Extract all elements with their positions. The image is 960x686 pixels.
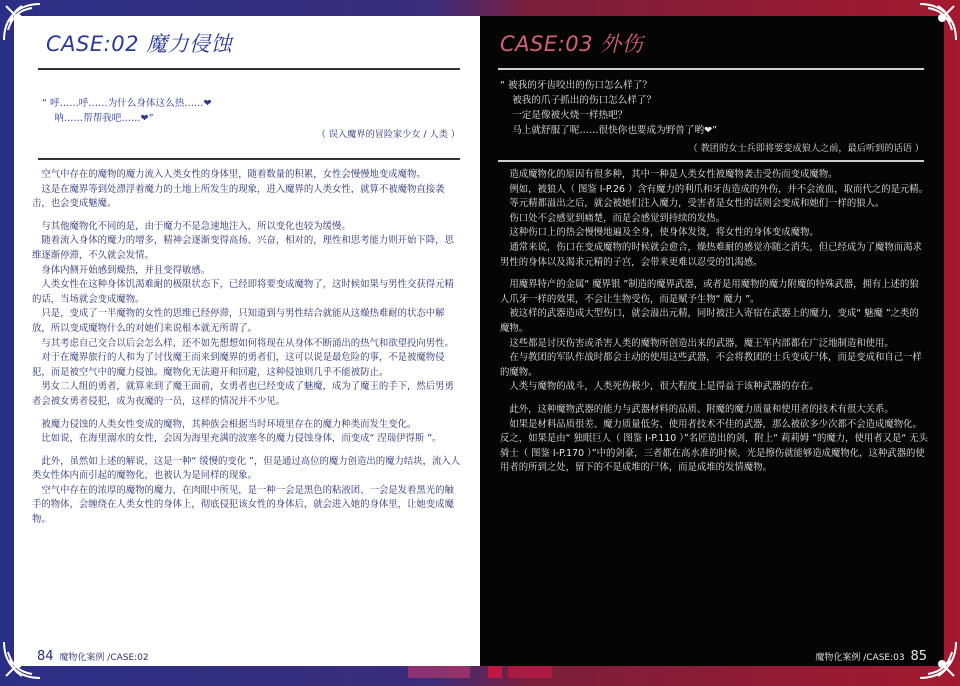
left-quote-source: （ 误入魔界的冒险家少女 / 人类 ）	[316, 129, 460, 140]
paragraph: 例如，被狼人（ 图鉴 I-P.26 ）含有魔力的利爪和牙齿造成的外伤，并不会流血，取而代之的是元精。	[500, 183, 928, 195]
right-body-text	[500, 168, 928, 476]
paragraph: 空气中存在的魔物的魔力流入人类女性的身体里，随着数量的积累，女性会慢慢地变成魔物。	[32, 169, 426, 180]
paragraph: 人类女性在这种身体饥渴难耐的极限状态下，已经即将要变成魔物了，这时候如果与男性交获得元精的话，当场就会变成魔物。	[32, 279, 454, 305]
paragraph: 在与教团的军队作战时都会主动的使用这些武器，不会将教团的士兵变成尸体，而是变成和自己一样的魔物。	[500, 352, 922, 378]
left-quote	[42, 96, 462, 126]
ornamental-flourish-icon	[914, 0, 960, 46]
left-title-rule	[38, 68, 460, 70]
ornamental-flourish-icon	[0, 0, 46, 46]
paragraph	[32, 447, 462, 455]
left-quote-rule	[38, 158, 460, 160]
paragraph	[500, 270, 928, 278]
left-quote-line: 呐……帮帮我吧……❤”	[42, 113, 154, 124]
left-page	[14, 16, 480, 666]
right-page	[480, 16, 944, 666]
paragraph: 如果是材料品质很差、魔力质量低劣、使用者技术不佳的武器，那么被砍多少次都不会造成魔物化。反之，如果是由“ 独眼巨人（ 图鉴 I-P.110 ）”名匠造出的剑，附上“ 莉莉姆 ”的魔力，使用者又是“ 无头骑士（ 图鉴 I-P.170 ）”中的剑豪，三者都在高水准的时候，光是擦伤就能够造成魔物化，这种武器的使用者的所到之处，留下的不是成堆的尸体，而是成堆的发情魔物。	[500, 418, 928, 474]
decorative-mark	[488, 666, 502, 678]
ornamental-flourish-icon	[0, 636, 46, 682]
paragraph: 对于在魔界旅行的人和为了讨伐魔王而来到魔界的勇者们，这可以说是最危险的事，不是被魔物侵犯，而是被空气中的魔力侵蚀。魔物化无法避开和回避，这种侵蚀则几乎不能被防止。	[32, 352, 445, 378]
right-page-title: CASE:03 外伤	[500, 32, 644, 56]
paragraph: 此外，这种魔物武器的能力与武器材料的品质、附魔的魔力质量和使用者的技术有很大关系。	[500, 403, 894, 415]
left-body-text	[32, 168, 462, 528]
paragraph	[500, 395, 928, 403]
paragraph: 身体内侧开始感到燥热，并且变得敏感。	[32, 264, 211, 276]
paragraph: 被魔力侵蚀的人类女性变成的魔物，其种族会根据当时环境里存在的魔力种类而发生变化。	[32, 418, 417, 430]
right-page-number: 85	[910, 649, 927, 664]
paragraph: 用魔界特产的金属“ 魔界银 ”制造的魔界武器，或者是用魔物的魔力附魔的特殊武器，拥有上述的狼人爪牙一样的效果，不会让生物受伤，而是赋予生物“ 魔力 ”。	[500, 279, 919, 305]
paragraph: 空气中存在的浓厚的魔物的魔力，在肉眼中所见，是一种一会是黑色的粘液团、一会是发着黑光的触手的物体，会缠绕在人类女性的身体上，彻底侵犯该女性的身体后，就会进入她的身体里，让她变成魔物。	[32, 484, 454, 526]
right-quote	[500, 78, 920, 138]
paragraph: 随着流入身体的魔力的增多，精神会逐渐变得高扬、兴奋，相对的，理性和思考能力则开始下降，思维逐渐停滞，不久就会发情。	[32, 235, 454, 261]
ornamental-flourish-icon	[914, 636, 960, 682]
right-footer	[815, 649, 930, 664]
decorative-mark	[408, 666, 470, 678]
right-quote-line: 被我的爪子抓出的伤口怎么样了？	[500, 95, 657, 106]
paragraph: 这是在魔界等到处漂浮着魔力的土地上所发生的现象，进入魔界的人类女性，就算不被魔物直接袭击，也会变成魅魔。	[32, 183, 445, 210]
paragraph: 只是，变成了一半魔物的女性的思维已经停滞，只知道到与男性结合就能从这燥热难耐的状态中解放，所以变成魔物什么的对她们来说根本就无所谓了。	[32, 308, 445, 334]
paragraph: 比如说，在海里溺水的女性，会因为海里充满的波塞冬的魔力侵蚀身体，而变成“ 涅瑞伊得斯 ”。	[32, 433, 442, 445]
left-footer	[34, 649, 149, 664]
paragraph	[32, 212, 462, 220]
paragraph: 男女二人组的勇者，就算来到了魔王面前，女勇者也已经变成了魅魔，成为了魔王的手下，然后男勇者会被女勇者侵犯，成为夜魔的一员，这样的情况并不少见。	[32, 381, 454, 407]
paragraph: 等元精都溢出之后，就会被她们注入魔力，受害者是女性的话则会变成和她们一样的狼人。	[500, 198, 885, 210]
paragraph: 通常来说，伤口在变成魔物的时候就会愈合，燥热难耐的感觉亦随之消失，但已经成为了魔物而渴求男性的身体以及渴求元精的子宫，会带来更难以忍受的饥渴感。	[500, 241, 922, 268]
paragraph: 这些都是讨厌伤害或杀害人类的魔物所创造出来的武器，魔王军内部都在广泛地制造和使用。	[500, 337, 894, 349]
paragraph: 人类与魔物的战斗，人类死伤极少，很大程度上是得益于该种武器的存在。	[500, 381, 819, 393]
right-quote-rule	[498, 160, 924, 162]
paragraph: 与其考虑自己交合以后会怎么样，还不如先想想如何将现在从身体不断涌出的热气和欲望投向男性。	[32, 337, 454, 349]
bottom-center-marks	[408, 664, 558, 682]
right-quote-source: （ 教团的女士兵即将要变成狼人之前，最后听到的话语 ）	[688, 143, 924, 154]
left-page-title: CASE:02 魔力侵蚀	[46, 32, 233, 56]
right-footer-label: 魔物化案例 /CASE:03	[815, 653, 905, 663]
paragraph: 与其他魔物化不同的是，由于魔力不是急速地注入，所以变化也较为缓慢。	[32, 220, 351, 232]
paragraph	[32, 410, 462, 418]
right-quote-line: “ 被我的牙齿咬出的伤口怎么样了？	[500, 80, 652, 91]
right-title-rule	[498, 68, 924, 70]
decorative-mark	[508, 666, 552, 678]
paragraph: 被这样的武器造成大型伤口，就会溢出元精，同时被注入寄宿在武器上的魔力，变成“ 魅魔 ”之类的魔物。	[500, 308, 919, 334]
paragraph: 造成魔物化的原因有很多种，其中一种是人类女性被魔物袭击受伤而变成魔物。	[500, 169, 838, 180]
paragraph: 这种伤口上的热会慢慢地遍及全身，使身体发烫，将女性的身体变成魔物。	[500, 227, 819, 239]
left-footer-label: 魔物化案例 /CASE:02	[59, 653, 149, 663]
left-page-number: 84	[37, 649, 54, 664]
left-quote-line: “ 呼……呼……为什么身体这么热……❤	[42, 98, 212, 109]
right-quote-line: 一定是像被火烧一样热吧？	[500, 110, 628, 121]
paragraph: 此外，虽然如上述的解说，这是一种“ 缓慢的变化 ”，但是通过高位的魔力创造出的魔力结块，流入人类女性体内而引起的魔物化，也被认为是同样的现象。	[32, 455, 461, 482]
paragraph: 伤口处不会感觉到痛楚，而是会感觉到持续的发热。	[500, 212, 726, 224]
right-quote-line: 马上就舒服了呢……很快你也要成为野兽了哟❤”	[500, 125, 718, 136]
